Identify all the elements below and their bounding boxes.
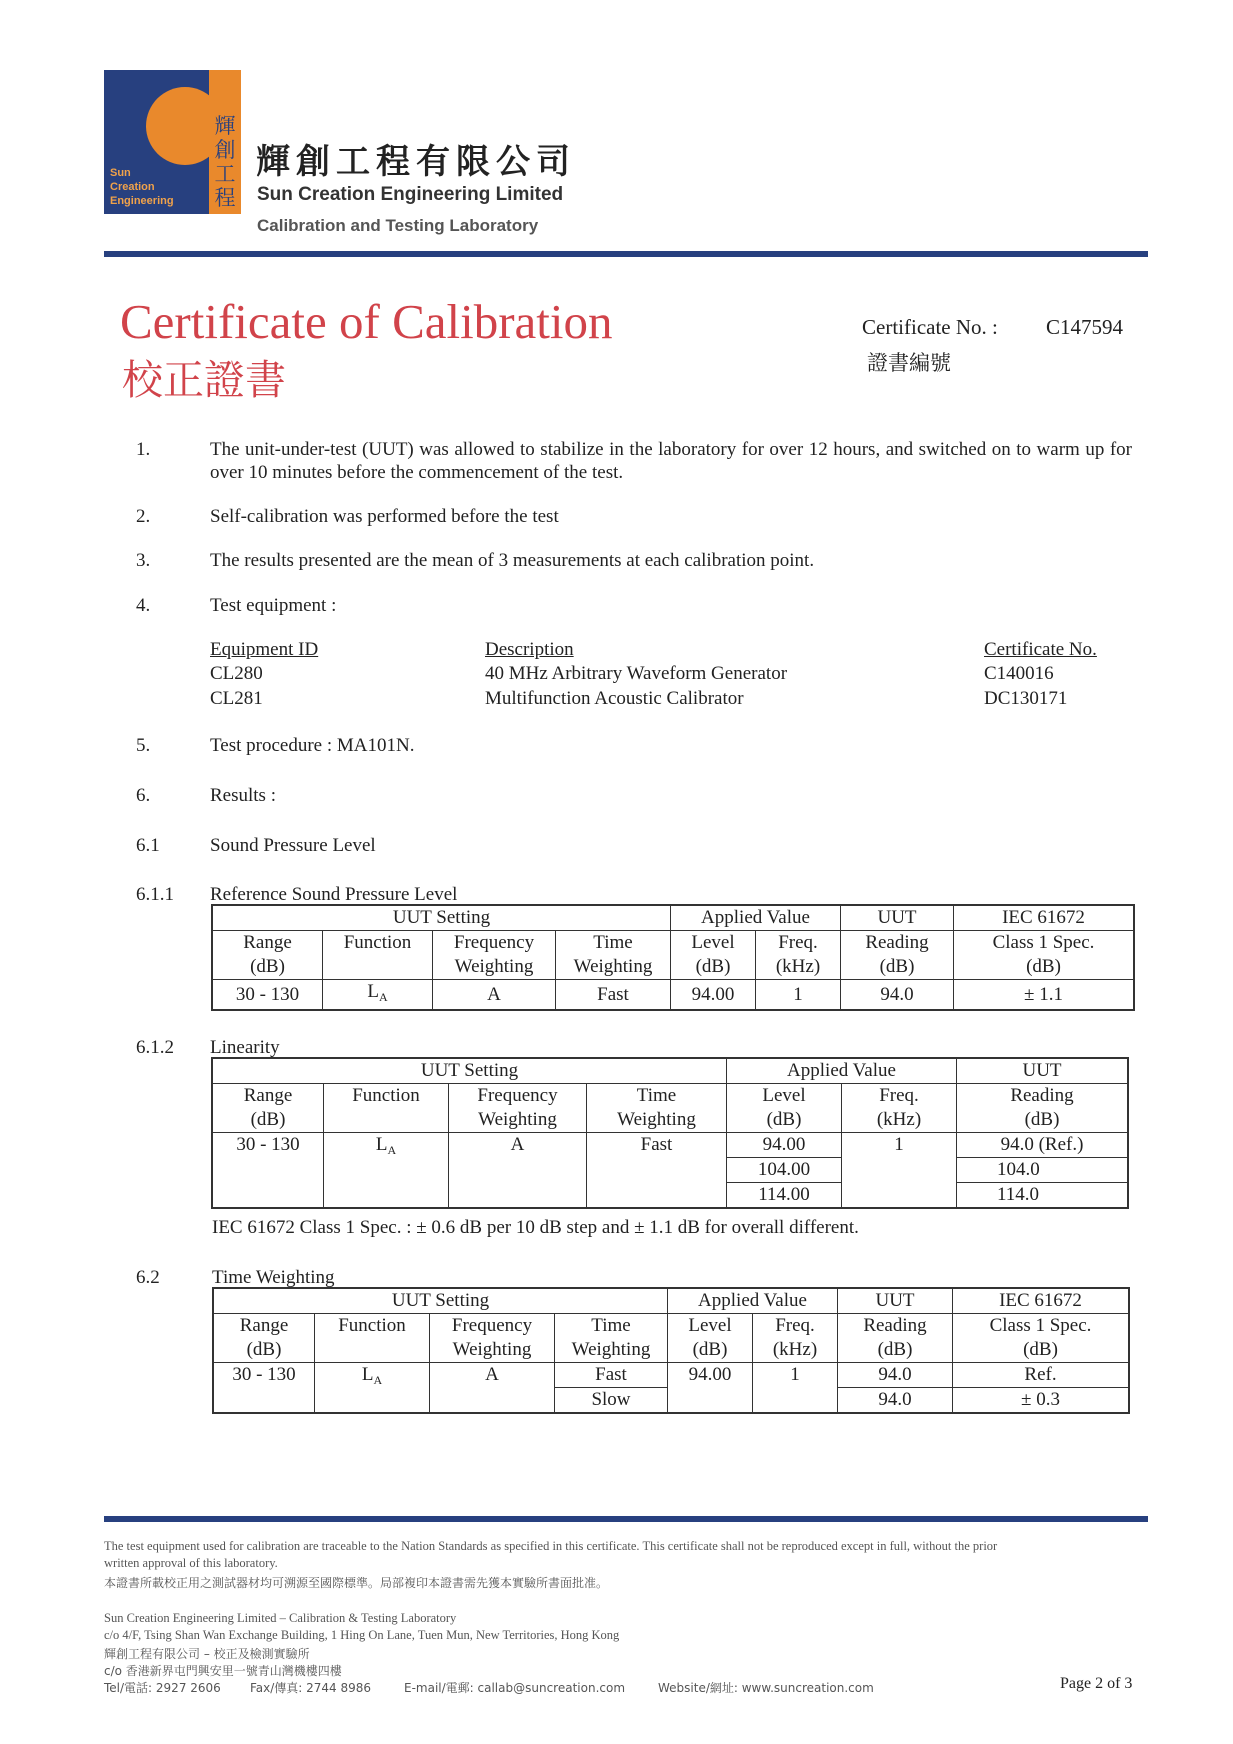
fax: Fax/傳真: 2744 8986: [250, 1681, 372, 1695]
table-header: IEC 61672: [954, 905, 1135, 931]
col-unit: (dB): [1024, 1109, 1060, 1130]
col-header: Weighting: [573, 956, 653, 977]
col-header: Level: [691, 932, 735, 953]
cell: 94.0: [838, 1388, 953, 1414]
item-number: 6.1.1: [136, 884, 174, 905]
website[interactable]: Website/網址: www.suncreation.com: [658, 1681, 874, 1695]
company-name-chinese: 輝創工程有限公司: [256, 142, 576, 182]
certificate-number-label: Certificate No. :: [862, 315, 998, 339]
cell: 30 - 130: [212, 980, 323, 1011]
col-header: Time: [591, 1315, 631, 1336]
col-header: Weighting: [452, 1339, 532, 1360]
equipment-certificate: DC130171: [984, 688, 1068, 709]
cell: Fast: [556, 980, 671, 1011]
col-header: Frequency: [477, 1085, 558, 1106]
col-header: Level: [688, 1315, 732, 1336]
cell: 114.0: [957, 1183, 1129, 1209]
cell: 94.00: [727, 1133, 842, 1158]
item-text: The results presented are the mean of 3 measurements at each calibration point.: [210, 550, 815, 571]
table-header: IEC 61672: [953, 1288, 1130, 1314]
col-header: Function: [343, 932, 412, 953]
company-name: Sun Creation Engineering Limited: [257, 184, 564, 205]
item-number: 5.: [136, 735, 151, 756]
logo-vertical-text: 輝創工程: [214, 114, 236, 210]
cell: L: [375, 1134, 388, 1155]
cell: Fast: [555, 1363, 668, 1388]
lab-address-chinese: c/o 香港新界屯門興安里一號青山灣機樓四樓: [104, 1664, 342, 1678]
table-header: UUT Setting: [212, 1058, 727, 1084]
cell: A: [430, 1363, 555, 1414]
cell: 1: [753, 1363, 838, 1414]
cell: Fast: [587, 1133, 727, 1209]
col-unit: (kHz): [876, 1109, 922, 1130]
col-header: Time: [593, 932, 633, 953]
col-header: Range: [243, 1085, 293, 1106]
table-header: Applied Value: [671, 905, 841, 931]
cell: 30 - 130: [213, 1363, 315, 1414]
col-unit: (dB): [1026, 956, 1061, 977]
col-header: Range: [239, 1315, 289, 1336]
col-unit: (dB): [246, 1339, 282, 1360]
col-unit: (dB): [250, 956, 285, 977]
col-unit: (dB): [250, 1109, 286, 1130]
item-text: Test procedure : MA101N.: [210, 735, 415, 756]
cell: 114.00: [727, 1183, 842, 1209]
col-header: Level: [762, 1085, 806, 1106]
equipment-description: 40 MHz Arbitrary Waveform Generator: [485, 663, 788, 684]
col-header: Reading: [865, 932, 929, 953]
item-number: 2.: [136, 506, 151, 527]
traceability-statement-chinese: 本證書所載校正用之測試器材均可溯源至國際標準。局部複印本證書需先獲本實驗所書面批准。: [104, 1576, 609, 1590]
item-text: Test equipment :: [210, 595, 337, 616]
page-number: Page 2 of 3: [1060, 1675, 1133, 1692]
item-number: 6.2: [136, 1267, 160, 1288]
col-header: Freq.: [879, 1085, 919, 1106]
reference-spl-table: [211, 904, 1135, 1011]
equipment-description: Multifunction Acoustic Calibrator: [485, 688, 744, 709]
col-unit: (dB): [692, 1339, 728, 1360]
time-weighting-table: [212, 1287, 1130, 1414]
certificate-number-label-chinese: 證書編號: [867, 351, 951, 375]
table-header: UUT: [838, 1288, 953, 1314]
cell: 30 - 130: [212, 1133, 324, 1209]
item-text: Self-calibration was performed before the test: [210, 506, 559, 527]
cell: L: [361, 1364, 374, 1385]
certificate-title-chinese: 校正證書: [122, 356, 286, 404]
equipment-certificate-header: Certificate No.: [984, 639, 1097, 660]
company-logo: [104, 70, 241, 214]
col-header: Function: [338, 1315, 406, 1336]
cell: 94.0: [838, 1363, 953, 1388]
cell: Ref.: [953, 1363, 1130, 1388]
cell: Slow: [555, 1388, 668, 1414]
col-unit: (kHz): [772, 1339, 818, 1360]
equipment-id: CL281: [210, 688, 263, 709]
table-row: [212, 980, 1134, 1011]
table-row: [213, 1363, 1129, 1388]
cell: 1: [842, 1133, 957, 1209]
certificate-title: Certificate of Calibration: [120, 294, 613, 349]
col-header: Weighting: [617, 1109, 696, 1130]
item-text: Linearity: [210, 1037, 280, 1058]
col-header: Weighting: [478, 1109, 557, 1130]
cell: 104.00: [727, 1158, 842, 1183]
cell: 94.0: [841, 980, 954, 1011]
certificate-number: C147594: [1046, 315, 1124, 339]
cell: 94.00: [671, 980, 756, 1011]
table-row: [212, 1133, 1128, 1158]
item-number: 6.1: [136, 835, 160, 856]
col-unit: (dB): [1023, 1339, 1058, 1360]
col-header: Reading: [1010, 1085, 1074, 1106]
table-header: UUT: [957, 1058, 1129, 1084]
lab-name-chinese: 輝創工程有限公司 – 校正及檢測實驗所: [104, 1647, 310, 1661]
equipment-id-header: Equipment ID: [210, 639, 319, 660]
item-number: 4.: [136, 595, 151, 616]
header-divider: [104, 251, 1148, 257]
lab-address: c/o 4/F, Tsing Shan Wan Exchange Building, 1 Hing On Lane, Tuen Mun, New Territories, Hong Kong: [104, 1628, 620, 1642]
col-header: Reading: [863, 1315, 927, 1336]
col-header: Freq.: [775, 1315, 815, 1336]
table-header: UUT: [841, 905, 954, 931]
table-header: UUT Setting: [212, 905, 671, 931]
cell: ± 0.3: [953, 1388, 1130, 1414]
cell: A: [449, 1133, 587, 1209]
email[interactable]: E-mail/電郵: callab@suncreation.com: [404, 1681, 626, 1695]
col-header: Frequency: [451, 1315, 533, 1336]
cell: L: [367, 981, 379, 1002]
lab-name: Sun Creation Engineering Limited – Calibration & Testing Laboratory: [104, 1611, 457, 1625]
table-header: Applied Value: [668, 1288, 838, 1314]
item-number: 6.: [136, 785, 151, 806]
col-unit: (kHz): [775, 956, 821, 977]
col-header: Weighting: [454, 956, 534, 977]
linearity-table: [211, 1057, 1129, 1209]
cell-subscript: A: [373, 1373, 383, 1387]
logo-text-3: Engineering: [110, 195, 174, 207]
telephone: Tel/電話: 2927 2606: [104, 1681, 221, 1695]
company-subtitle: Calibration and Testing Laboratory: [257, 216, 539, 235]
equipment-id: CL280: [210, 663, 263, 684]
cell: 94.00: [668, 1363, 753, 1414]
table-header: Applied Value: [727, 1058, 957, 1084]
col-header: Freq.: [778, 932, 818, 953]
item-text: Reference Sound Pressure Level: [210, 884, 458, 905]
traceability-statement: The test equipment used for calibration are traceable to the Nation Standards as specified in this certificate. This certificate shall not be reproduced except in full, without the prior: [104, 1539, 998, 1553]
cell: ± 1.1: [954, 980, 1135, 1011]
item-text: Sound Pressure Level: [210, 835, 376, 856]
col-unit: (dB): [766, 1109, 802, 1130]
col-header: Frequency: [453, 932, 535, 953]
equipment-certificate: C140016: [984, 663, 1054, 684]
col-header: Function: [352, 1085, 420, 1106]
col-unit: (dB): [695, 956, 731, 977]
linearity-note: IEC 61672 Class 1 Spec. : ± 0.6 dB per 10 dB step and ± 1.1 dB for overall different.: [212, 1217, 859, 1238]
col-header: Weighting: [571, 1339, 651, 1360]
logo-text-1: Sun: [110, 167, 131, 179]
item-text: The unit-under-test (UUT) was allowed to stabilize in the laboratory for over 12 hours, and switched on to warm up for over 10 minutes before the commencement of the test.: [210, 439, 1132, 483]
item-number: 3.: [136, 550, 151, 571]
cell-subscript: A: [387, 1143, 397, 1157]
item-number: 6.1.2: [136, 1037, 174, 1058]
col-header: Class 1 Spec.: [992, 932, 1095, 953]
cell: A: [433, 980, 556, 1011]
cell-subscript: A: [378, 990, 388, 1004]
col-header: Time: [636, 1085, 677, 1106]
item-number: 1.: [136, 439, 151, 460]
cell: 94.0 (Ref.): [957, 1133, 1129, 1158]
col-header: Range: [243, 932, 292, 953]
cell: 1: [756, 980, 841, 1011]
col-header: Class 1 Spec.: [989, 1315, 1092, 1336]
traceability-statement-2: written approval of this laboratory.: [104, 1556, 278, 1570]
col-unit: (dB): [877, 1339, 913, 1360]
item-text: Time Weighting: [212, 1267, 335, 1288]
footer-divider: [104, 1516, 1148, 1522]
col-unit: (dB): [879, 956, 915, 977]
equipment-description-header: Description: [485, 639, 574, 660]
cell: 104.0: [957, 1158, 1129, 1183]
table-header: UUT Setting: [213, 1288, 668, 1314]
logo-text-2: Creation: [110, 181, 155, 193]
item-text: Results :: [210, 785, 276, 806]
